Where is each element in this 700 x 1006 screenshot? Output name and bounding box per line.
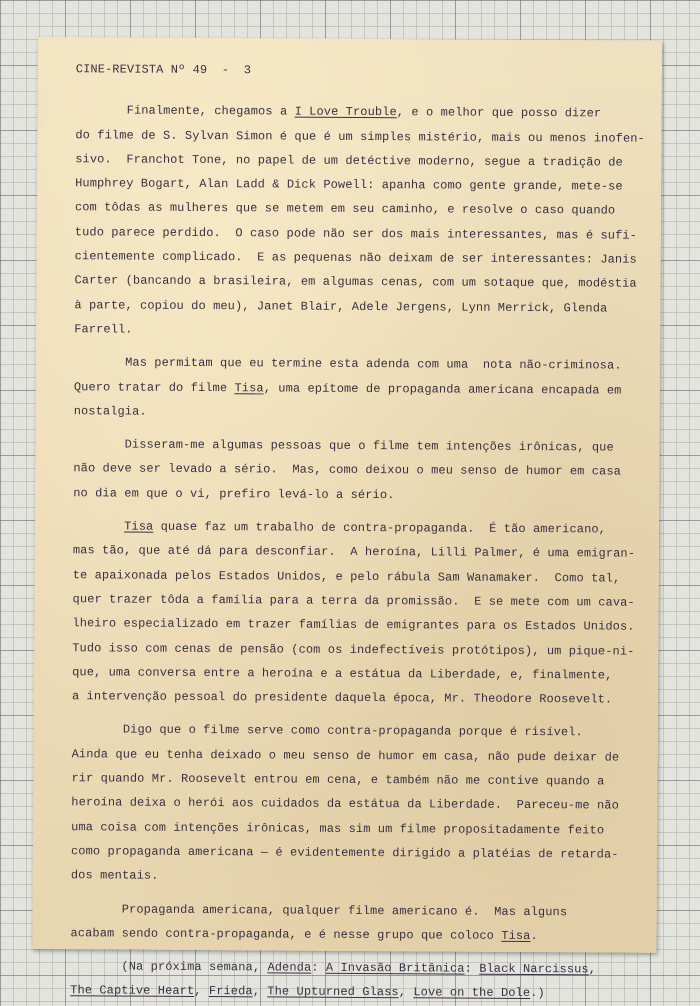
- text-segment: que, uma conversa entre a heroína e a estátua da Liberdade, e, finalmente,: [72, 665, 613, 683]
- text-line: [75, 123, 647, 151]
- text-segment: lheiro especializado em trazer famílias de emigrantes para os Estados Unidos.: [72, 616, 635, 634]
- text-line: [74, 399, 646, 427]
- text-line: [72, 660, 644, 688]
- underlined-title: I Love Trouble: [294, 104, 397, 120]
- underlined-title: Adenda: [267, 960, 312, 975]
- text-segment: mas tão, que até dá para desconfiar. A heroína, Lilli Palmer, é uma emigran-: [72, 543, 636, 562]
- page-header: CINE-REVISTA Nº 49 - 3: [75, 62, 252, 78]
- text-segment: uma coisa com intenções irônicas, mas sim um filme propositadamente feito: [71, 819, 605, 838]
- text-line: [70, 979, 642, 1006]
- text-segment: cientemente complicado. E as pequenas não deixam de ser interessantes: Janis: [74, 249, 637, 267]
- text-line: [72, 587, 644, 615]
- text-segment: (Na próxima semana,: [70, 959, 268, 975]
- text-segment: ,: [588, 962, 597, 977]
- text-line: [74, 293, 646, 321]
- text-line: [70, 921, 642, 949]
- text-line: [73, 539, 645, 567]
- text-line: [75, 196, 647, 224]
- text-segment: ,: [398, 985, 414, 1000]
- text-segment: .): [530, 986, 545, 1001]
- typewritten-page: [32, 37, 662, 1001]
- text-segment: do filme de S. Sylvan Simon é que é um simples mistério, mais ou menos inofen-: [75, 127, 645, 146]
- text-line: [73, 432, 645, 460]
- text-segment: Disseram-me algumas pessoas que o filme tem intenções irônicas, que: [73, 437, 614, 455]
- text-line: [71, 863, 643, 891]
- text-line: [74, 350, 646, 378]
- text-line: [75, 220, 647, 248]
- text-line: [72, 636, 644, 664]
- text-line: [71, 791, 643, 819]
- text-segment: à parte, copiou do meu), Janet Blair, Adele Jergens, Lynn Merrick, Glenda: [74, 297, 608, 316]
- text-segment: não deve ser levado a sério. Mas, como deixou o meu senso de humor em casa: [73, 461, 621, 480]
- text-segment: nostalgia.: [73, 404, 147, 419]
- page-text: [70, 57, 648, 1006]
- text-segment: heroína deixa o herói aos cuidados da estátua da Liberdade. Pareceu-me não: [71, 795, 619, 813]
- text-line: [75, 171, 647, 199]
- paragraph: [72, 514, 645, 712]
- text-segment: tudo parece perdido. O caso pode não ser dos mais interessantes, mas é sufi-: [74, 225, 638, 243]
- text-line: [75, 244, 647, 272]
- text-segment: sivo. Franchot Tone, no papel de um detéctive moderno, segue a tradição de: [75, 152, 623, 170]
- text-segment: [73, 519, 124, 533]
- text-segment: Finalmente, chegamos a: [75, 103, 295, 119]
- text-segment: Quero tratar do filme: [73, 379, 235, 395]
- text-segment: rir quando Mr. Roosevelt entrou em cena, e também não me contive quando a: [71, 771, 605, 789]
- paragraph: [74, 99, 647, 345]
- text-segment: no dia em que o vi, prefiro levá-lo a sério.: [73, 485, 395, 502]
- text-line: [71, 815, 643, 843]
- paragraph: [74, 350, 646, 426]
- text-line: [71, 897, 643, 925]
- text-line: [73, 481, 645, 509]
- text-segment: ,: [252, 984, 268, 999]
- text-segment: Tudo isso com cenas de pensão (com os indefectíveis protótipos), um pique-ni-: [72, 640, 635, 659]
- text-segment: , uma epítome de propaganda americana encapada em: [263, 380, 622, 398]
- text-line: [75, 147, 647, 175]
- text-segment: , e o melhor que posso dizer: [396, 105, 602, 121]
- text-segment: dos mentais.: [70, 868, 159, 883]
- underlined-title: Tisa: [501, 928, 531, 943]
- text-line: [74, 317, 646, 345]
- text-segment: ,: [194, 984, 209, 999]
- text-segment: te apaixonada pelos Estados Unidos, e pelo rábula Sam Wanamaker. Como tal,: [72, 567, 621, 586]
- paragraph: [70, 954, 642, 1006]
- text-segment: Ainda que eu tenha deixado o meu senso de humor em casa, não pude deixar de: [71, 746, 620, 765]
- paragraph: [73, 432, 645, 508]
- underlined-title: Tisa: [234, 380, 264, 395]
- text-segment: Farrell.: [74, 322, 133, 337]
- underlined-title: Black Narcissus: [479, 961, 589, 977]
- underlined-title: A Invasão Britânica: [325, 960, 465, 976]
- text-segment: acabam sendo contra-propaganda, e é nesse grupo que coloco: [70, 926, 502, 943]
- text-segment: Carter (bancando a brasileira, em algumas cenas, com um sotaque que, modéstia: [74, 273, 637, 292]
- underlined-title: The Upturned Glass: [267, 984, 399, 1000]
- text-segment: a intervenção pessoal do presidente daquela época, Mr. Theodore Roosevelt.: [71, 689, 613, 707]
- underlined-title: The Captive Heart: [70, 983, 195, 999]
- text-line: [71, 839, 643, 867]
- text-line: [72, 611, 644, 639]
- article-body: [70, 99, 648, 1006]
- text-line: [74, 375, 646, 403]
- text-line: [71, 766, 643, 794]
- text-segment: como propaganda americana — é evidentemente dirigido a platéias de retarda-: [70, 844, 619, 862]
- text-segment: :: [311, 960, 326, 975]
- paragraph: [70, 897, 642, 949]
- text-segment: .: [530, 928, 538, 943]
- text-segment: com tôdas as mulheres que se metem em seu caminho, e resolve o caso quando: [74, 200, 616, 219]
- text-line: [75, 99, 647, 127]
- text-line: [73, 514, 645, 542]
- text-line: [73, 457, 645, 485]
- text-line: [73, 563, 645, 591]
- text-segment: Humphrey Bogart, Alan Ladd & Dick Powell: apanha como gente grande, mete-se: [75, 176, 623, 194]
- text-segment: quer trazer tôda a família para a terra da promissão. E se mete com um cava-: [72, 592, 635, 610]
- underlined-title: Love on the Dole: [413, 985, 531, 1001]
- text-line: [72, 684, 644, 712]
- text-segment: Mas permitam que eu termine esta adenda com uma nota não-criminosa.: [73, 355, 622, 373]
- text-line: [70, 954, 642, 982]
- paragraph: [71, 718, 644, 892]
- text-segment: Propaganda americana, qualquer filme americano é. Mas alguns: [70, 901, 568, 919]
- underlined-title: Frieda: [208, 984, 253, 999]
- text-line: [72, 742, 644, 770]
- underlined-title: Tisa: [124, 519, 154, 534]
- text-line: [72, 718, 644, 746]
- text-segment: :: [464, 961, 480, 976]
- text-segment: quase faz um trabalho de contra-propaganda. É tão americano,: [153, 519, 607, 537]
- text-segment: Digo que o filme serve como contra-propaganda porque é risível.: [71, 722, 583, 740]
- text-line: [74, 269, 646, 297]
